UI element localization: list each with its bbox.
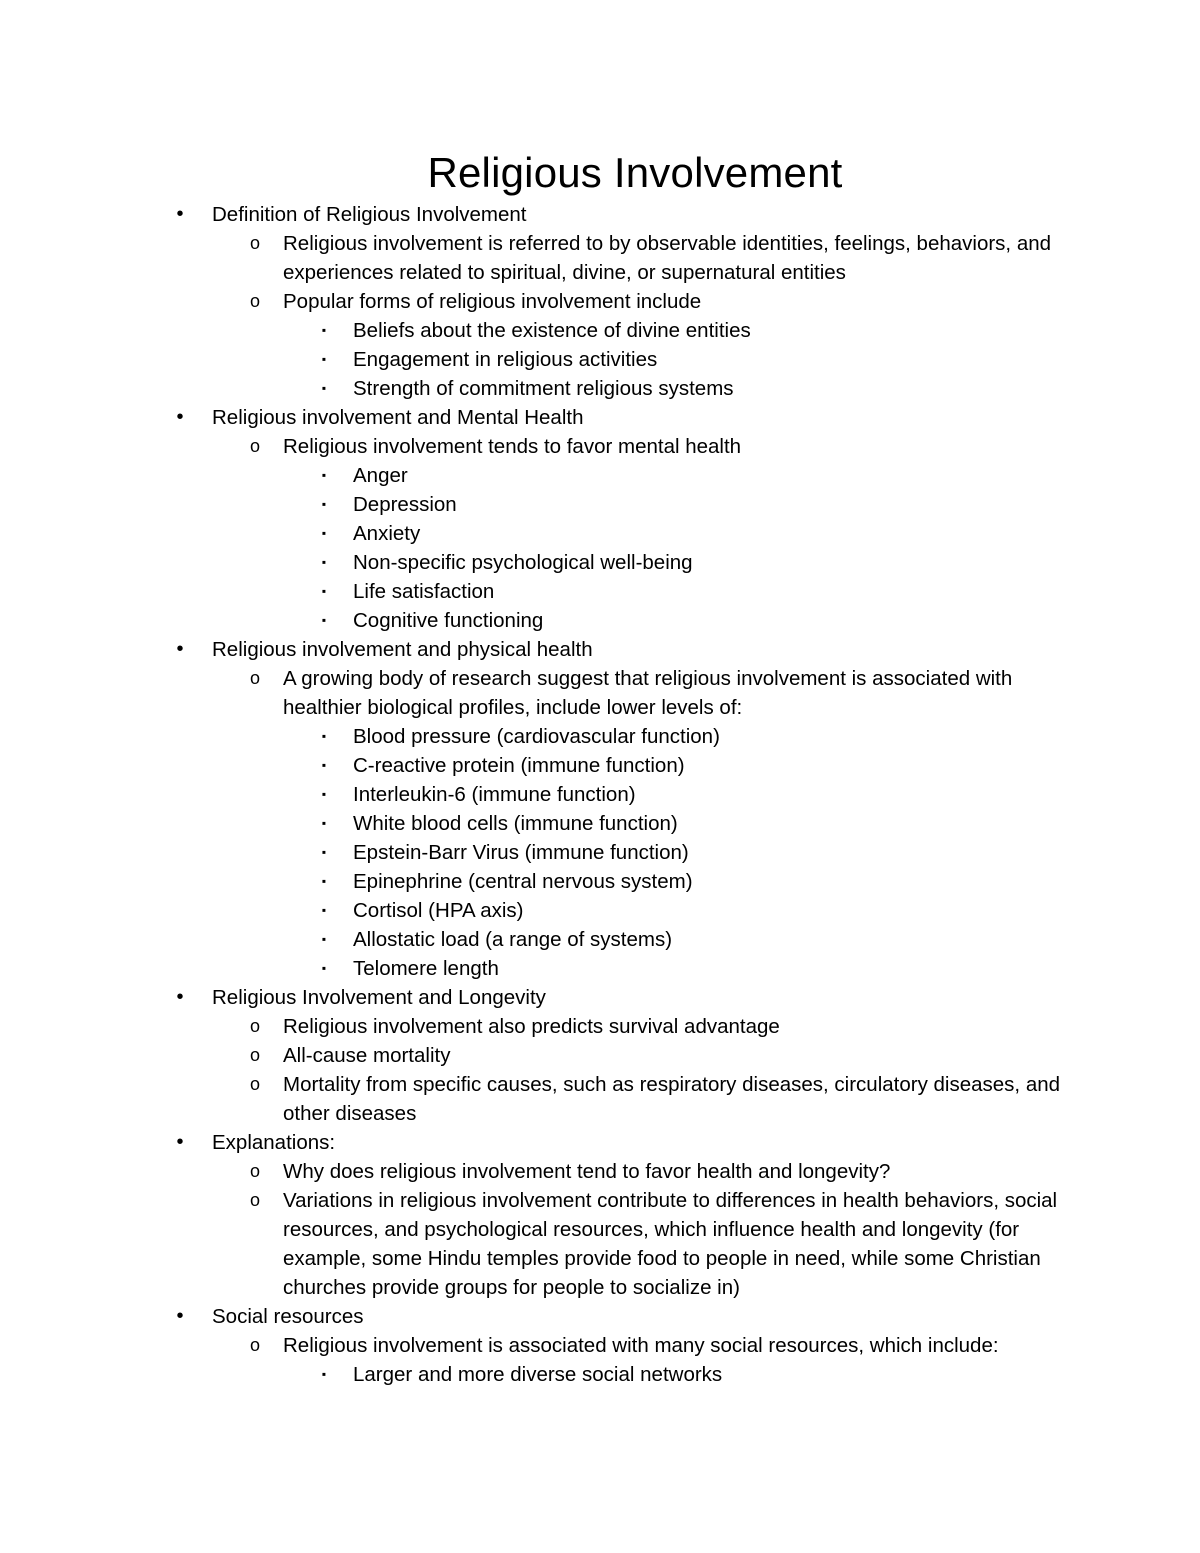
circle-bullet-icon: o bbox=[249, 1335, 260, 1355]
outline-item-text: Definition of Religious Involvement bbox=[212, 203, 527, 226]
outline-item-level-3 bbox=[0, 374, 1200, 403]
outline-item-text: Religious Involvement and Longevity bbox=[212, 986, 546, 1009]
bullet-icon: • bbox=[176, 203, 184, 225]
outline-item-text: Variations in religious involvement contribute to differences in health behaviors, social resources, and psychological resources, which influence health and longevity (for example, some Hindu temples provide food to people in need, while some Christian churches provide groups for people to socialize in) bbox=[283, 1189, 1058, 1299]
circle-bullet-icon: o bbox=[249, 668, 260, 688]
outline-item-level-2 bbox=[0, 1041, 1200, 1070]
outline-item-text: Religious involvement also predicts survival advantage bbox=[283, 1015, 780, 1038]
outline-item-level-2 bbox=[0, 432, 1200, 461]
outline-item-level-1 bbox=[0, 200, 1200, 229]
square-bullet-icon: ▪ bbox=[321, 903, 327, 917]
square-bullet-icon: ▪ bbox=[321, 729, 327, 743]
square-bullet-icon: ▪ bbox=[321, 932, 327, 946]
bullet-icon: • bbox=[176, 1131, 184, 1153]
outline-item-level-2 bbox=[0, 1331, 1200, 1360]
outline-item-text: All-cause mortality bbox=[283, 1044, 451, 1067]
outline-item-text: Larger and more diverse social networks bbox=[353, 1363, 723, 1386]
outline-list bbox=[0, 200, 1200, 1389]
outline-item-text: Non-specific psychological well-being bbox=[353, 551, 693, 574]
outline-item-level-3 bbox=[0, 606, 1200, 635]
outline-item-text: Anger bbox=[353, 464, 408, 487]
outline-item-level-1 bbox=[0, 635, 1200, 664]
outline-item-level-1 bbox=[0, 1128, 1200, 1157]
outline-item-text: Social resources bbox=[212, 1305, 364, 1328]
outline-item-level-2 bbox=[0, 229, 1200, 287]
square-bullet-icon: ▪ bbox=[321, 787, 327, 801]
outline-item-level-2 bbox=[0, 1186, 1200, 1302]
outline-item-text: White blood cells (immune function) bbox=[353, 812, 678, 835]
square-bullet-icon: ▪ bbox=[321, 497, 327, 511]
circle-bullet-icon: o bbox=[249, 1016, 260, 1036]
outline-item-level-3 bbox=[0, 896, 1200, 925]
bullet-icon: • bbox=[176, 406, 184, 428]
outline-item-text: Life satisfaction bbox=[353, 580, 495, 603]
square-bullet-icon: ▪ bbox=[321, 584, 327, 598]
outline-item-text: Telomere length bbox=[353, 957, 499, 980]
circle-bullet-icon: o bbox=[249, 1074, 260, 1094]
outline-item-text: Beliefs about the existence of divine entities bbox=[353, 319, 751, 342]
square-bullet-icon: ▪ bbox=[321, 613, 327, 627]
outline-item-level-3 bbox=[0, 316, 1200, 345]
outline-item-text: Religious involvement is associated with many social resources, which include: bbox=[283, 1334, 999, 1357]
outline-item-text: A growing body of research suggest that religious involvement is associated with healthier biological profiles, include lower levels of: bbox=[283, 667, 1013, 719]
outline-item-text: Religious involvement and physical health bbox=[212, 638, 593, 661]
outline-item-text: Cortisol (HPA axis) bbox=[353, 899, 524, 922]
circle-bullet-icon: o bbox=[249, 1190, 260, 1210]
page-title: Religious Involvement bbox=[427, 149, 843, 196]
circle-bullet-icon: o bbox=[249, 1045, 260, 1065]
outline-item-level-3 bbox=[0, 345, 1200, 374]
outline-item-level-1 bbox=[0, 403, 1200, 432]
square-bullet-icon: ▪ bbox=[321, 1367, 327, 1381]
outline-item-level-3 bbox=[0, 490, 1200, 519]
outline-item-text: Religious involvement and Mental Health bbox=[212, 406, 584, 429]
bullet-icon: • bbox=[176, 638, 184, 660]
circle-bullet-icon: o bbox=[249, 233, 260, 253]
bullet-icon: • bbox=[176, 1305, 184, 1327]
circle-bullet-icon: o bbox=[249, 291, 260, 311]
outline-item-text: C-reactive protein (immune function) bbox=[353, 754, 685, 777]
outline-item-text: Religious involvement is referred to by observable identities, feelings, behaviors, and experiences related to spiritual, divine, or supernatural entities bbox=[283, 232, 1052, 284]
outline-item-level-3 bbox=[0, 548, 1200, 577]
outline-item-level-2 bbox=[0, 287, 1200, 316]
square-bullet-icon: ▪ bbox=[321, 758, 327, 772]
outline-item-level-3 bbox=[0, 519, 1200, 548]
square-bullet-icon: ▪ bbox=[321, 468, 327, 482]
square-bullet-icon: ▪ bbox=[321, 816, 327, 830]
outline-item-text: Religious involvement tends to favor mental health bbox=[283, 435, 742, 458]
outline-item-level-3 bbox=[0, 780, 1200, 809]
outline-item-level-3 bbox=[0, 809, 1200, 838]
square-bullet-icon: ▪ bbox=[321, 555, 327, 569]
outline-item-text: Anxiety bbox=[353, 522, 421, 545]
outline-item-text: Allostatic load (a range of systems) bbox=[353, 928, 673, 951]
outline-item-level-2 bbox=[0, 1070, 1200, 1128]
outline-item-level-3 bbox=[0, 867, 1200, 896]
square-bullet-icon: ▪ bbox=[321, 323, 327, 337]
outline-item-text: Interleukin-6 (immune function) bbox=[353, 783, 636, 806]
outline-item-text: Strength of commitment religious systems bbox=[353, 377, 734, 400]
outline-item-level-2 bbox=[0, 664, 1200, 722]
square-bullet-icon: ▪ bbox=[321, 381, 327, 395]
outline-item-level-3 bbox=[0, 1360, 1200, 1389]
outline-item-text: Popular forms of religious involvement include bbox=[283, 290, 702, 313]
outline-item-level-3 bbox=[0, 751, 1200, 780]
square-bullet-icon: ▪ bbox=[321, 526, 327, 540]
outline-item-level-3 bbox=[0, 954, 1200, 983]
outline-item-level-3 bbox=[0, 577, 1200, 606]
circle-bullet-icon: o bbox=[249, 436, 260, 456]
outline-item-text: Epinephrine (central nervous system) bbox=[353, 870, 693, 893]
outline-item-text: Epstein-Barr Virus (immune function) bbox=[353, 841, 689, 864]
outline-item-level-1 bbox=[0, 1302, 1200, 1331]
outline-item-text: Cognitive functioning bbox=[353, 609, 544, 632]
square-bullet-icon: ▪ bbox=[321, 874, 327, 888]
outline-item-level-3 bbox=[0, 838, 1200, 867]
outline-item-level-1 bbox=[0, 983, 1200, 1012]
outline-item-text: Explanations: bbox=[212, 1131, 336, 1154]
outline-item-level-2 bbox=[0, 1157, 1200, 1186]
outline-item-level-2 bbox=[0, 1012, 1200, 1041]
bullet-icon: • bbox=[176, 986, 184, 1008]
square-bullet-icon: ▪ bbox=[321, 961, 327, 975]
square-bullet-icon: ▪ bbox=[321, 352, 327, 366]
square-bullet-icon: ▪ bbox=[321, 845, 327, 859]
outline-item-text: Why does religious involvement tend to favor health and longevity? bbox=[283, 1160, 891, 1183]
outline-item-level-3 bbox=[0, 925, 1200, 954]
outline-item-text: Mortality from specific causes, such as respiratory diseases, circulatory diseases, and other diseases bbox=[283, 1073, 1061, 1125]
outline-item-level-3 bbox=[0, 722, 1200, 751]
outline-item-text: Depression bbox=[353, 493, 457, 516]
outline-item-text: Blood pressure (cardiovascular function) bbox=[353, 725, 720, 748]
outline-item-level-3 bbox=[0, 461, 1200, 490]
circle-bullet-icon: o bbox=[249, 1161, 260, 1181]
outline-item-text: Engagement in religious activities bbox=[353, 348, 658, 371]
